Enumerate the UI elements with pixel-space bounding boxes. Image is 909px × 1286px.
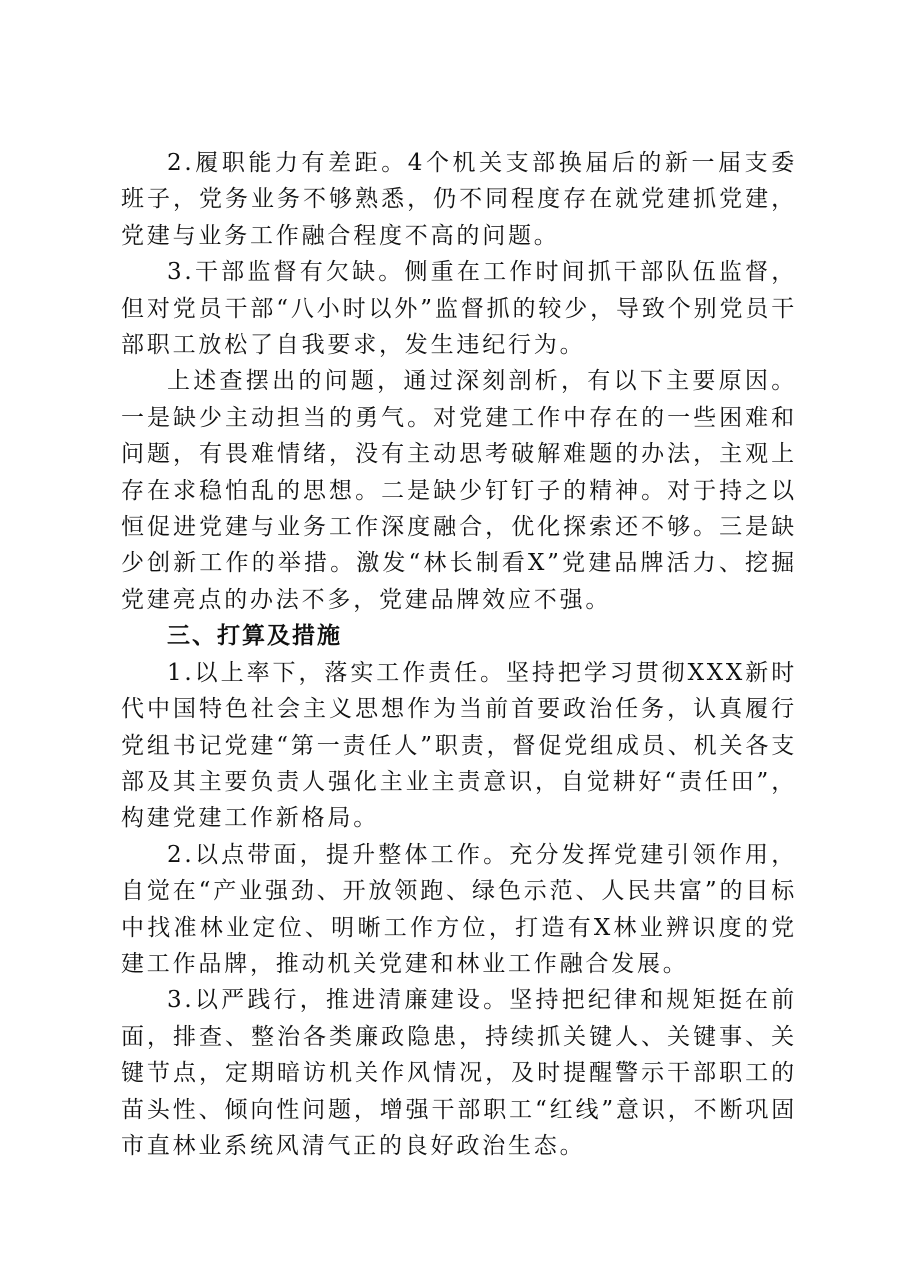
paragraph-supervision-gap: 3.干部监督有欠缺。侧重在工作时间抓干部队伍监督，但对党员干部“八小时以外”监督抓的较少，导致个别党员干部职工放松了自我要求，发生违纪行为。 bbox=[121, 259, 797, 359]
document-body bbox=[121, 145, 797, 1164]
section-heading-plans-measures: 三、打算及措施 bbox=[167, 623, 342, 650]
paragraph-performance-gap: 2.履职能力有差距。4个机关支部换届后的新一届支委班子，党务业务不够熟悉，仍不同程度存在就党建抓党建，党建与业务工作融合程度不高的问题。 bbox=[121, 150, 797, 249]
paragraph-measure-3: 3.以严践行，推进清廉建设。坚持把纪律和规矩挺在前面，排查、整治各类廉政隐患，持续抓关键人、关键事、关键节点，定期暗访机关作风情况，及时提醒警示干部职工的苗头性、倾向性问题，增强干部职工“红线”意识，不断巩固市直林业系统风清气正的良好政治生态。 bbox=[121, 987, 797, 1159]
paragraph-measure-1: 1.以上率下，落实工作责任。坚持把学习贯彻XXX新时代中国特色社会主义思想作为当前首要政治任务，认真履行党组书记党建“第一责任人”职责，督促党组成员、机关各支部及其主要负责人强化主业主责意识，自觉耕好“责任田”，构建党建工作新格局。 bbox=[121, 659, 797, 832]
paragraph-measure-2: 2.以点带面，提升整体工作。充分发挥党建引领作用，自觉在“产业强劲、开放领跑、绿色示范、人民共富”的目标中找准林业定位、明晰工作方位，打造有X林业辨识度的党建工作品牌，推动机关党建和林业工作融合发展。 bbox=[121, 841, 797, 977]
paragraph-root-causes: 上述查摆出的问题，通过深刻剖析，有以下主要原因。一是缺少主动担当的勇气。对党建工作中存在的一些困难和问题，有畏难情绪，没有主动思考破解难题的办法，主观上存在求稳怕乱的思想。二是缺少钉钉子的精神。对于持之以恒促进党建与业务工作深度融合，优化探索还不够。三是缺少创新工作的举措。激发“林长制看X”党建品牌活力、挖掘党建亮点的办法不多，党建品牌效应不强。 bbox=[121, 368, 797, 613]
